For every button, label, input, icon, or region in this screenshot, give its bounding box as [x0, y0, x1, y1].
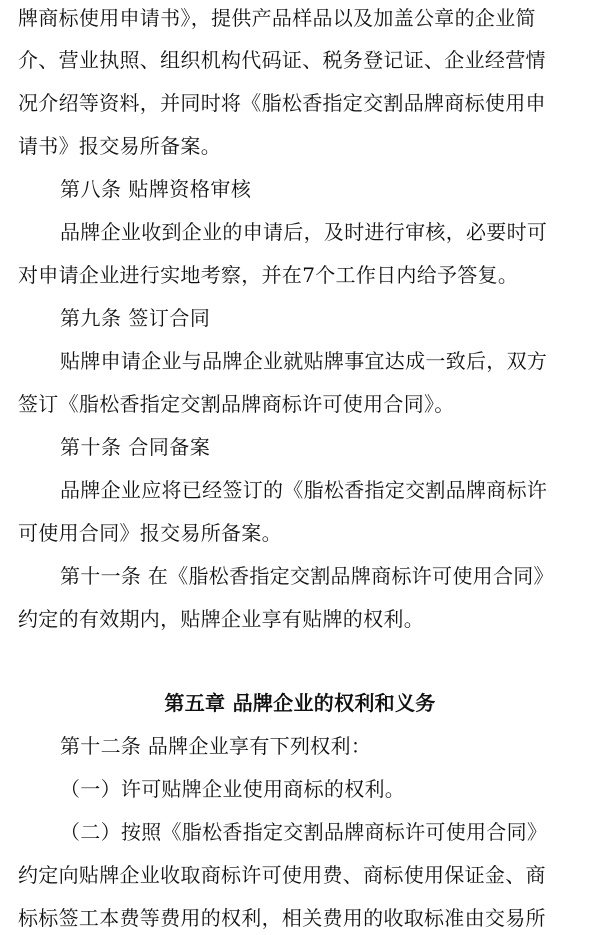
text-line: 牌商标使用申请书》，提供产品样品以及加盖公章的企业简	[18, 6, 536, 30]
text-line: 请书》报交易所备案。	[18, 134, 221, 158]
text-line: 签订《脂松香指定交割品牌商标许可使用合同》。	[18, 392, 455, 416]
text-line: 介、营业执照、组织机构代码证、税务登记证、企业经营情	[18, 48, 546, 72]
text-line: 品牌企业应将已经签订的《脂松香指定交割品牌商标许	[60, 478, 548, 502]
article-heading: 第十条 合同备案	[60, 435, 211, 459]
text-line: 品牌企业收到企业的申请后，及时进行审核，必要时可	[60, 220, 548, 244]
text-line: 贴牌申请企业与品牌企业就贴牌事宜达成一致后，双方	[60, 349, 548, 373]
text-line: 约定向贴牌企业收取商标许可使用费、商标使用保证金、商	[18, 863, 546, 887]
text-line: 况介绍等资料，并同时将《脂松香指定交割品牌商标使用申	[18, 91, 546, 115]
text-line: 标标签工本费等费用的权利，相关费用的收取标准由交易所	[18, 906, 546, 930]
text-line: 约定的有效期内，贴牌企业享有贴牌的权利。	[18, 607, 424, 631]
text-line: （一）许可贴牌企业使用商标的权利。	[60, 777, 406, 801]
text-line: 可使用合同》报交易所备案。	[18, 521, 282, 545]
article-heading: 第九条 签订合同	[60, 306, 211, 330]
text-line: 第十二条 品牌企业享有下列权利：	[60, 734, 372, 758]
text-line: 对申请企业进行实地考察，并在7个工作日内给予答复。	[18, 263, 519, 287]
text-line: （二）按照《脂松香指定交割品牌商标许可使用合同》	[60, 820, 548, 844]
text-line: 第十一条 在《脂松香指定交割品牌商标许可使用合同》	[60, 564, 554, 588]
article-heading: 第八条 贴牌资格审核	[60, 177, 252, 201]
chapter-heading: 第五章 品牌企业的权利和义务	[164, 691, 436, 715]
